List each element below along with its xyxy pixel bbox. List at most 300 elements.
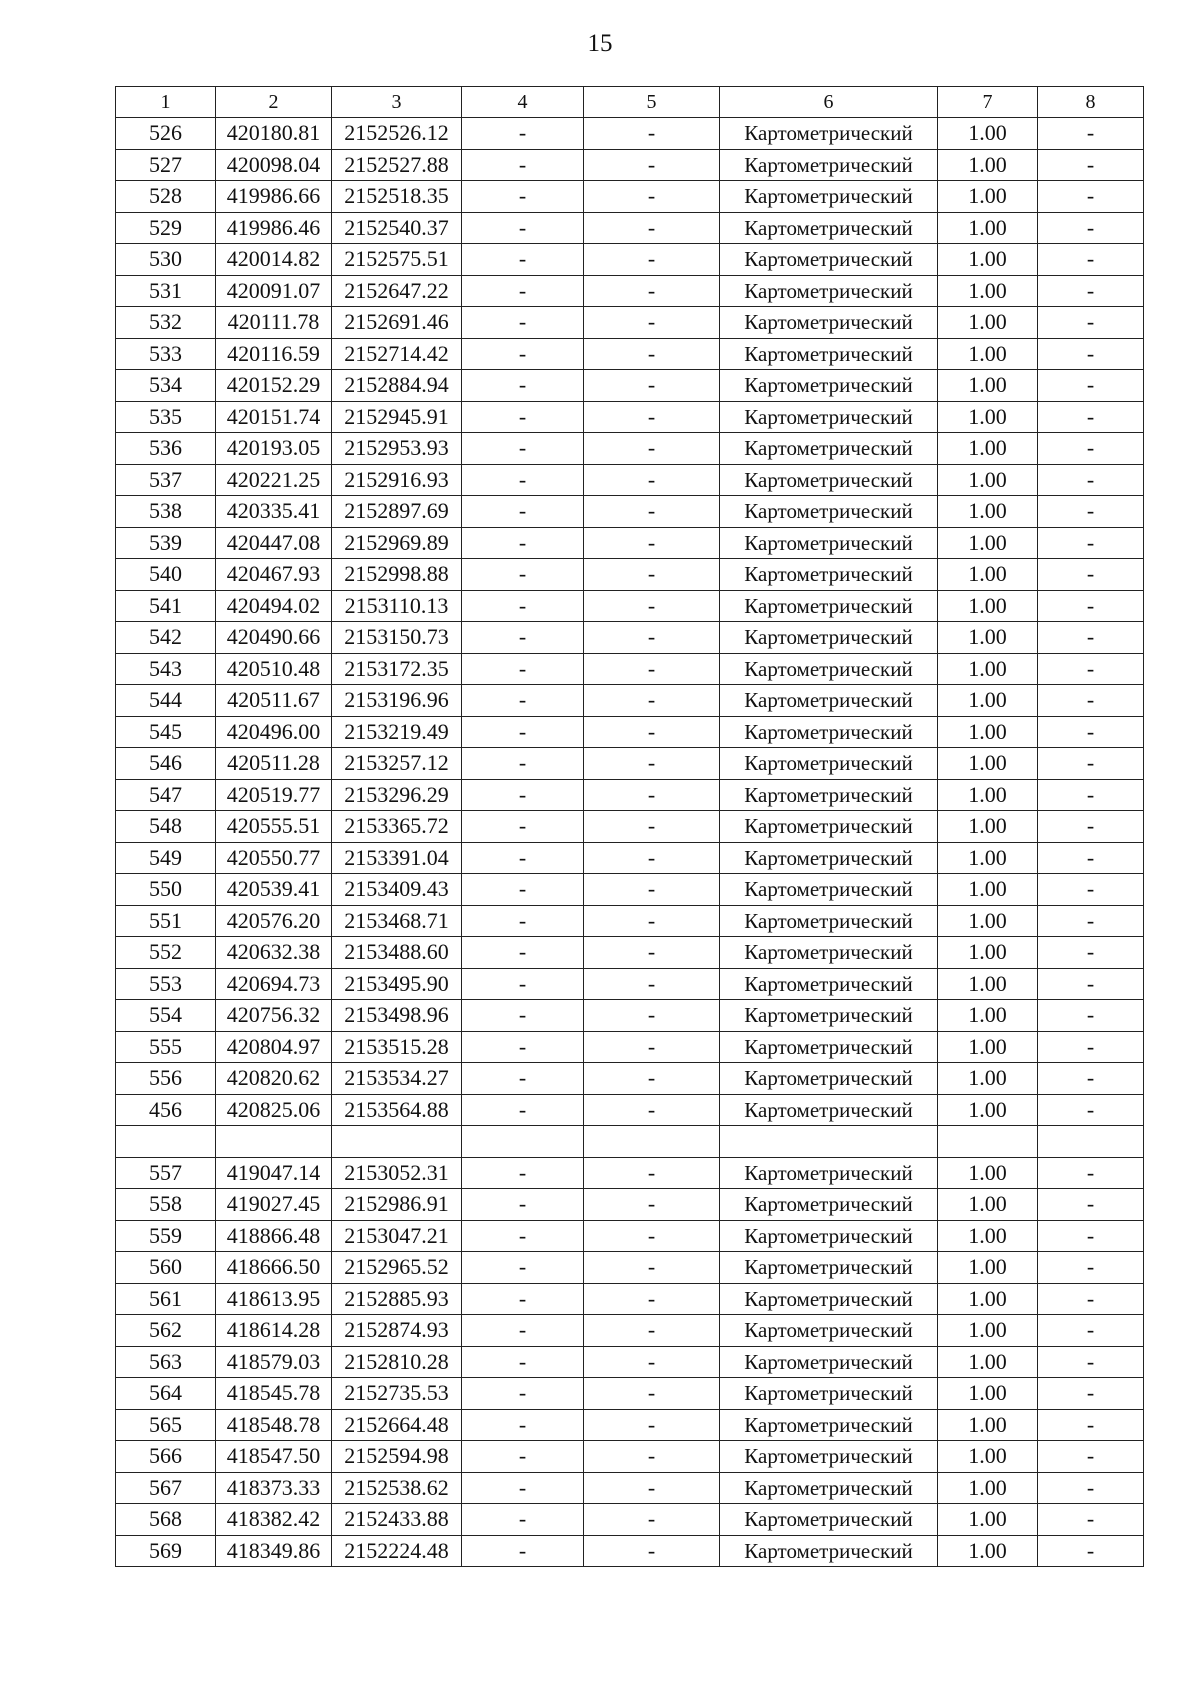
- col-5-cell: -: [584, 1031, 720, 1063]
- table-row: [116, 212, 1144, 244]
- col-4-cell: -: [462, 1535, 584, 1567]
- accuracy-cell: 1.00: [938, 401, 1038, 433]
- table-row: [116, 464, 1144, 496]
- coord-y-cell: 2152945.91: [332, 401, 462, 433]
- col-4-cell: -: [462, 811, 584, 843]
- point-number-cell: 530: [116, 244, 216, 276]
- table-row: [116, 1378, 1144, 1410]
- coord-x-cell: 418666.50: [216, 1252, 332, 1284]
- point-number-cell: 550: [116, 874, 216, 906]
- col-4-cell: -: [462, 244, 584, 276]
- point-number-cell: 558: [116, 1189, 216, 1221]
- method-cell: Картометрический: [720, 779, 938, 811]
- col-8-cell: -: [1038, 181, 1144, 213]
- col-4-cell: -: [462, 275, 584, 307]
- point-number-cell: 562: [116, 1315, 216, 1347]
- coord-x-cell: 418548.78: [216, 1409, 332, 1441]
- col-8-cell: -: [1038, 1441, 1144, 1473]
- accuracy-cell: 1.00: [938, 1031, 1038, 1063]
- coord-y-cell: 2152885.93: [332, 1283, 462, 1315]
- accuracy-cell: 1.00: [938, 338, 1038, 370]
- accuracy-cell: 1.00: [938, 370, 1038, 402]
- coord-x-cell: 418866.48: [216, 1220, 332, 1252]
- point-number-cell: 539: [116, 527, 216, 559]
- coord-x-cell: 420496.00: [216, 716, 332, 748]
- coord-y-cell: 2153296.29: [332, 779, 462, 811]
- accuracy-cell: 1.00: [938, 1346, 1038, 1378]
- method-cell: Картометрический: [720, 244, 938, 276]
- accuracy-cell: 1.00: [938, 1157, 1038, 1189]
- accuracy-cell: 1.00: [938, 1252, 1038, 1284]
- point-number-cell: 532: [116, 307, 216, 339]
- coord-y-cell: 2152538.62: [332, 1472, 462, 1504]
- col-5-cell: -: [584, 748, 720, 780]
- method-cell: Картометрический: [720, 1094, 938, 1126]
- coord-x-cell: 420091.07: [216, 275, 332, 307]
- col-5-cell: [584, 1126, 720, 1158]
- point-number-cell: 529: [116, 212, 216, 244]
- col-4-cell: -: [462, 1504, 584, 1536]
- coord-x-cell: 418614.28: [216, 1315, 332, 1347]
- method-cell: Картометрический: [720, 181, 938, 213]
- method-cell: Картометрический: [720, 622, 938, 654]
- point-number-cell: 565: [116, 1409, 216, 1441]
- col-5-cell: -: [584, 1409, 720, 1441]
- method-cell: Картометрический: [720, 433, 938, 465]
- coord-y-cell: 2152518.35: [332, 181, 462, 213]
- coord-y-cell: 2152691.46: [332, 307, 462, 339]
- col-4-cell: -: [462, 874, 584, 906]
- coord-x-cell: 419986.46: [216, 212, 332, 244]
- col-8-cell: -: [1038, 527, 1144, 559]
- col-4-cell: -: [462, 1315, 584, 1347]
- table-row: [116, 181, 1144, 213]
- accuracy-cell: 1.00: [938, 905, 1038, 937]
- accuracy-cell: 1.00: [938, 307, 1038, 339]
- accuracy-cell: 1.00: [938, 149, 1038, 181]
- table-row: [116, 1504, 1144, 1536]
- coord-y-cell: 2153257.12: [332, 748, 462, 780]
- table-row: [116, 937, 1144, 969]
- table-row: [116, 1189, 1144, 1221]
- method-cell: Картометрический: [720, 307, 938, 339]
- coord-y-cell: 2152998.88: [332, 559, 462, 591]
- col-8-cell: -: [1038, 842, 1144, 874]
- method-cell: Картометрический: [720, 1409, 938, 1441]
- column-header-3: 3: [332, 87, 462, 118]
- method-cell: Картометрический: [720, 1252, 938, 1284]
- accuracy-cell: 1.00: [938, 968, 1038, 1000]
- point-number-cell: 552: [116, 937, 216, 969]
- method-cell: Картометрический: [720, 1189, 938, 1221]
- col-5-cell: -: [584, 1094, 720, 1126]
- method-cell: Картометрический: [720, 874, 938, 906]
- coord-x-cell: 420555.51: [216, 811, 332, 843]
- coord-y-cell: 2152874.93: [332, 1315, 462, 1347]
- coord-y-cell: 2152647.22: [332, 275, 462, 307]
- coord-x-cell: 418547.50: [216, 1441, 332, 1473]
- point-number-cell: 537: [116, 464, 216, 496]
- col-8-cell: -: [1038, 1189, 1144, 1221]
- col-5-cell: -: [584, 937, 720, 969]
- accuracy-cell: 1.00: [938, 811, 1038, 843]
- coord-x-cell: 420152.29: [216, 370, 332, 402]
- col-4-cell: -: [462, 1031, 584, 1063]
- table-row: [116, 244, 1144, 276]
- col-8-cell: [1038, 1126, 1144, 1158]
- col-8-cell: -: [1038, 1063, 1144, 1095]
- coord-y-cell: 2152224.48: [332, 1535, 462, 1567]
- col-8-cell: -: [1038, 653, 1144, 685]
- point-number-cell: 555: [116, 1031, 216, 1063]
- accuracy-cell: 1.00: [938, 1504, 1038, 1536]
- col-4-cell: -: [462, 338, 584, 370]
- col-8-cell: -: [1038, 244, 1144, 276]
- coord-x-cell: 420221.25: [216, 464, 332, 496]
- table-row: [116, 1409, 1144, 1441]
- col-4-cell: -: [462, 1063, 584, 1095]
- col-4-cell: -: [462, 1472, 584, 1504]
- table-row: [116, 559, 1144, 591]
- coord-x-cell: 420467.93: [216, 559, 332, 591]
- col-5-cell: -: [584, 401, 720, 433]
- col-8-cell: -: [1038, 1315, 1144, 1347]
- table-row: [116, 370, 1144, 402]
- col-5-cell: -: [584, 149, 720, 181]
- coord-y-cell: 2153498.96: [332, 1000, 462, 1032]
- col-5-cell: -: [584, 1252, 720, 1284]
- col-8-cell: -: [1038, 1094, 1144, 1126]
- method-cell: Картометрический: [720, 149, 938, 181]
- method-cell: Картометрический: [720, 496, 938, 528]
- coord-x-cell: 418382.42: [216, 1504, 332, 1536]
- coord-y-cell: 2152664.48: [332, 1409, 462, 1441]
- coord-y-cell: 2153391.04: [332, 842, 462, 874]
- col-4-cell: -: [462, 401, 584, 433]
- point-number-cell: 543: [116, 653, 216, 685]
- col-8-cell: -: [1038, 118, 1144, 150]
- col-4-cell: -: [462, 1283, 584, 1315]
- table-row: [116, 779, 1144, 811]
- point-number-cell: 557: [116, 1157, 216, 1189]
- col-5-cell: -: [584, 559, 720, 591]
- method-cell: Картометрический: [720, 118, 938, 150]
- table-row: [116, 1000, 1144, 1032]
- method-cell: Картометрический: [720, 905, 938, 937]
- table-row: [116, 338, 1144, 370]
- accuracy-cell: 1.00: [938, 1094, 1038, 1126]
- coord-x-cell: 420510.48: [216, 653, 332, 685]
- col-8-cell: -: [1038, 464, 1144, 496]
- coord-y-cell: 2153196.96: [332, 685, 462, 717]
- col-8-cell: -: [1038, 1504, 1144, 1536]
- point-number-cell: 547: [116, 779, 216, 811]
- col-4-cell: -: [462, 212, 584, 244]
- coord-y-cell: 2153052.31: [332, 1157, 462, 1189]
- column-header-7: 7: [938, 87, 1038, 118]
- coord-x-cell: 420519.77: [216, 779, 332, 811]
- method-cell: Картометрический: [720, 590, 938, 622]
- coord-x-cell: 420490.66: [216, 622, 332, 654]
- coord-y-cell: 2153488.60: [332, 937, 462, 969]
- col-5-cell: -: [584, 716, 720, 748]
- accuracy-cell: 1.00: [938, 527, 1038, 559]
- coord-x-cell: 420550.77: [216, 842, 332, 874]
- col-4-cell: -: [462, 527, 584, 559]
- col-5-cell: -: [584, 527, 720, 559]
- table-row: [116, 496, 1144, 528]
- point-number-cell: 528: [116, 181, 216, 213]
- accuracy-cell: 1.00: [938, 118, 1038, 150]
- accuracy-cell: 1.00: [938, 937, 1038, 969]
- col-5-cell: -: [584, 1283, 720, 1315]
- coord-y-cell: 2153409.43: [332, 874, 462, 906]
- page-number: 15: [587, 30, 613, 57]
- accuracy-cell: 1.00: [938, 1409, 1038, 1441]
- col-8-cell: -: [1038, 1409, 1144, 1441]
- point-number-cell: 536: [116, 433, 216, 465]
- table-row: [116, 401, 1144, 433]
- table-row: [116, 590, 1144, 622]
- col-5-cell: -: [584, 811, 720, 843]
- table-row: [116, 874, 1144, 906]
- coord-x-cell: 420447.08: [216, 527, 332, 559]
- method-cell: Картометрический: [720, 275, 938, 307]
- table-row: [116, 1441, 1144, 1473]
- coord-x-cell: 420825.06: [216, 1094, 332, 1126]
- method-cell: Картометрический: [720, 1220, 938, 1252]
- table-row: [116, 1220, 1144, 1252]
- col-8-cell: -: [1038, 716, 1144, 748]
- col-5-cell: -: [584, 1472, 720, 1504]
- point-number-cell: 560: [116, 1252, 216, 1284]
- col-8-cell: -: [1038, 1252, 1144, 1284]
- coord-y-cell: 2153047.21: [332, 1220, 462, 1252]
- col-5-cell: -: [584, 905, 720, 937]
- col-5-cell: -: [584, 118, 720, 150]
- col-4-cell: -: [462, 1252, 584, 1284]
- table-row: [116, 748, 1144, 780]
- coord-x-cell: 420193.05: [216, 433, 332, 465]
- table-row: [116, 1346, 1144, 1378]
- table-row: [116, 968, 1144, 1000]
- col-5-cell: -: [584, 338, 720, 370]
- point-number-cell: 546: [116, 748, 216, 780]
- point-number-cell: 542: [116, 622, 216, 654]
- point-number-cell: 567: [116, 1472, 216, 1504]
- col-8-cell: -: [1038, 1000, 1144, 1032]
- col-4-cell: [462, 1126, 584, 1158]
- point-number-cell: 544: [116, 685, 216, 717]
- coord-x-cell: 418579.03: [216, 1346, 332, 1378]
- coord-y-cell: 2152916.93: [332, 464, 462, 496]
- col-5-cell: -: [584, 842, 720, 874]
- col-5-cell: -: [584, 779, 720, 811]
- coordinates-table: [115, 86, 1144, 1567]
- col-8-cell: -: [1038, 968, 1144, 1000]
- coord-x-cell: 420111.78: [216, 307, 332, 339]
- accuracy-cell: 1.00: [938, 748, 1038, 780]
- accuracy-cell: 1.00: [938, 1283, 1038, 1315]
- col-5-cell: -: [584, 685, 720, 717]
- column-header-6: 6: [720, 87, 938, 118]
- coord-y-cell: 2153468.71: [332, 905, 462, 937]
- table-row: [116, 1063, 1144, 1095]
- accuracy-cell: 1.00: [938, 1441, 1038, 1473]
- col-4-cell: -: [462, 653, 584, 685]
- accuracy-cell: 1.00: [938, 1315, 1038, 1347]
- coord-x-cell: 419047.14: [216, 1157, 332, 1189]
- table-row: [116, 1126, 1144, 1158]
- table-row: [116, 905, 1144, 937]
- column-header-2: 2: [216, 87, 332, 118]
- col-4-cell: -: [462, 1000, 584, 1032]
- col-4-cell: -: [462, 433, 584, 465]
- coord-y-cell: 2153110.13: [332, 590, 462, 622]
- point-number-cell: 556: [116, 1063, 216, 1095]
- col-8-cell: -: [1038, 1220, 1144, 1252]
- coord-y-cell: 2152527.88: [332, 149, 462, 181]
- coord-x-cell: 418349.86: [216, 1535, 332, 1567]
- coord-y-cell: 2153172.35: [332, 653, 462, 685]
- coord-x-cell: 420511.67: [216, 685, 332, 717]
- coord-x-cell: 420494.02: [216, 590, 332, 622]
- table-row: [116, 1252, 1144, 1284]
- point-number-cell: 568: [116, 1504, 216, 1536]
- method-cell: Картометрический: [720, 1441, 938, 1473]
- coord-x-cell: 419027.45: [216, 1189, 332, 1221]
- accuracy-cell: 1.00: [938, 716, 1038, 748]
- coord-y-cell: 2152540.37: [332, 212, 462, 244]
- table-row: [116, 716, 1144, 748]
- method-cell: Картометрический: [720, 527, 938, 559]
- coord-y-cell: 2152969.89: [332, 527, 462, 559]
- method-cell: Картометрический: [720, 653, 938, 685]
- column-header-4: 4: [462, 87, 584, 118]
- method-cell: Картометрический: [720, 937, 938, 969]
- accuracy-cell: 1.00: [938, 1220, 1038, 1252]
- col-4-cell: -: [462, 1157, 584, 1189]
- col-5-cell: -: [584, 1189, 720, 1221]
- col-8-cell: -: [1038, 685, 1144, 717]
- col-8-cell: -: [1038, 590, 1144, 622]
- coord-y-cell: 2152810.28: [332, 1346, 462, 1378]
- col-5-cell: -: [584, 1346, 720, 1378]
- coord-x-cell: 420014.82: [216, 244, 332, 276]
- coord-y-cell: 2152965.52: [332, 1252, 462, 1284]
- col-8-cell: -: [1038, 401, 1144, 433]
- col-5-cell: -: [584, 590, 720, 622]
- accuracy-cell: 1.00: [938, 779, 1038, 811]
- coord-x-cell: 420539.41: [216, 874, 332, 906]
- header-row: [116, 87, 1144, 118]
- accuracy-cell: [938, 1126, 1038, 1158]
- point-number-cell: 538: [116, 496, 216, 528]
- method-cell: [720, 1126, 938, 1158]
- point-number-cell: 549: [116, 842, 216, 874]
- method-cell: Картометрический: [720, 559, 938, 591]
- col-4-cell: -: [462, 496, 584, 528]
- col-4-cell: -: [462, 181, 584, 213]
- accuracy-cell: 1.00: [938, 842, 1038, 874]
- coord-x-cell: 420335.41: [216, 496, 332, 528]
- col-8-cell: -: [1038, 811, 1144, 843]
- method-cell: Картометрический: [720, 338, 938, 370]
- col-4-cell: -: [462, 1346, 584, 1378]
- col-8-cell: -: [1038, 275, 1144, 307]
- accuracy-cell: 1.00: [938, 433, 1038, 465]
- coord-x-cell: 420576.20: [216, 905, 332, 937]
- col-4-cell: -: [462, 685, 584, 717]
- table-row: [116, 622, 1144, 654]
- point-number-cell: 551: [116, 905, 216, 937]
- accuracy-cell: 1.00: [938, 559, 1038, 591]
- point-number-cell: 553: [116, 968, 216, 1000]
- method-cell: Картометрический: [720, 1031, 938, 1063]
- col-8-cell: -: [1038, 937, 1144, 969]
- accuracy-cell: 1.00: [938, 653, 1038, 685]
- table-row: [116, 149, 1144, 181]
- coord-x-cell: 418613.95: [216, 1283, 332, 1315]
- col-8-cell: -: [1038, 212, 1144, 244]
- col-5-cell: -: [584, 1378, 720, 1410]
- col-8-cell: -: [1038, 1283, 1144, 1315]
- coord-y-cell: 2153515.28: [332, 1031, 462, 1063]
- point-number-cell: 559: [116, 1220, 216, 1252]
- method-cell: Картометрический: [720, 1504, 938, 1536]
- coord-y-cell: 2153495.90: [332, 968, 462, 1000]
- col-5-cell: -: [584, 1063, 720, 1095]
- col-4-cell: -: [462, 1409, 584, 1441]
- col-5-cell: -: [584, 433, 720, 465]
- accuracy-cell: 1.00: [938, 590, 1038, 622]
- coord-y-cell: 2152594.98: [332, 1441, 462, 1473]
- col-4-cell: -: [462, 118, 584, 150]
- col-4-cell: -: [462, 307, 584, 339]
- method-cell: Картометрический: [720, 401, 938, 433]
- col-8-cell: -: [1038, 559, 1144, 591]
- coord-y-cell: 2153219.49: [332, 716, 462, 748]
- accuracy-cell: 1.00: [938, 1189, 1038, 1221]
- coord-x-cell: 420180.81: [216, 118, 332, 150]
- point-number-cell: [116, 1126, 216, 1158]
- col-5-cell: -: [584, 370, 720, 402]
- accuracy-cell: 1.00: [938, 1378, 1038, 1410]
- col-8-cell: -: [1038, 1157, 1144, 1189]
- accuracy-cell: 1.00: [938, 464, 1038, 496]
- col-5-cell: -: [584, 464, 720, 496]
- col-5-cell: -: [584, 1535, 720, 1567]
- table-row: [116, 811, 1144, 843]
- coord-x-cell: 420804.97: [216, 1031, 332, 1063]
- method-cell: Картометрический: [720, 1157, 938, 1189]
- table-row: [116, 1315, 1144, 1347]
- accuracy-cell: 1.00: [938, 1000, 1038, 1032]
- column-header-1: 1: [116, 87, 216, 118]
- col-8-cell: -: [1038, 1472, 1144, 1504]
- col-4-cell: -: [462, 622, 584, 654]
- accuracy-cell: 1.00: [938, 874, 1038, 906]
- table-row: [116, 1031, 1144, 1063]
- coord-y-cell: 2152526.12: [332, 118, 462, 150]
- col-4-cell: -: [462, 1094, 584, 1126]
- col-8-cell: -: [1038, 874, 1144, 906]
- col-5-cell: -: [584, 874, 720, 906]
- accuracy-cell: 1.00: [938, 1535, 1038, 1567]
- method-cell: Картометрический: [720, 716, 938, 748]
- col-5-cell: -: [584, 968, 720, 1000]
- point-number-cell: 566: [116, 1441, 216, 1473]
